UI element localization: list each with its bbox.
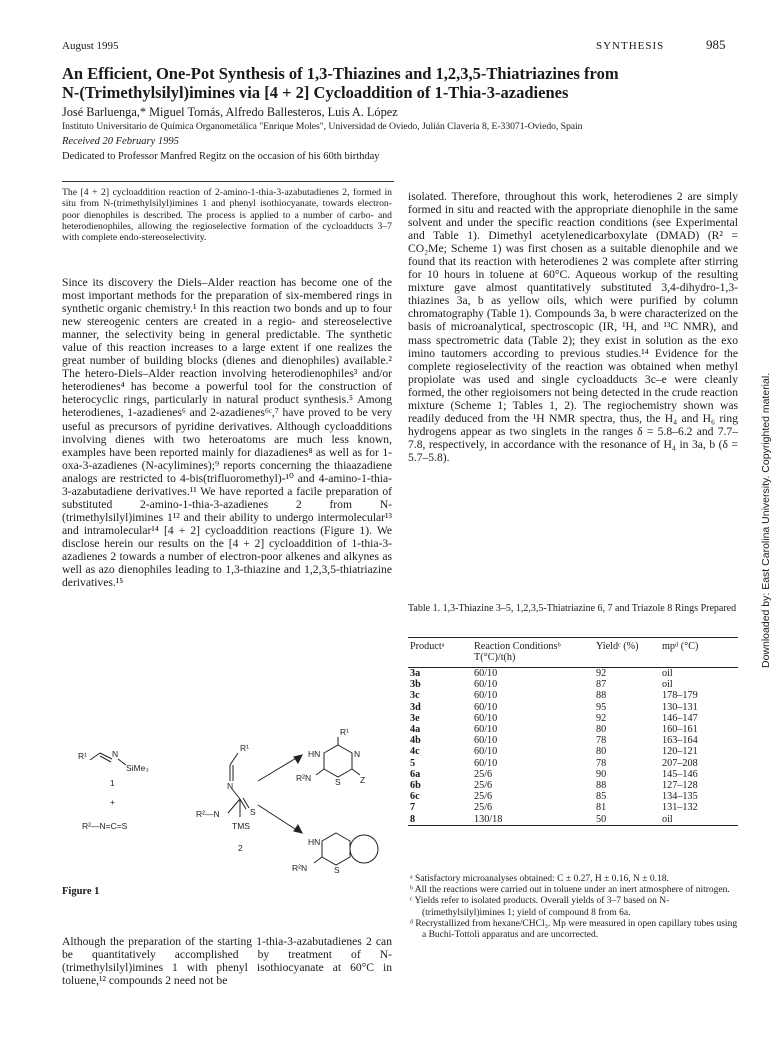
table-cell: 80 [596,724,607,736]
table-cell: 6b [410,780,421,792]
table-1-caption: Table 1. 1,3-Thiazine 3–5, 1,2,3,5-Thiatriazine 6, 7 and Triazole 8 Rings Prepared [408,603,737,614]
footnote: ᵇ All the reactions were carried out in toluene under an inert atmosphere of nitrogen. [410,885,730,896]
table-1 [408,637,738,826]
received-date: Received 20 February 1995 [62,136,179,147]
table-cell: 160–161 [662,724,698,736]
fig-isothiocyanate: R²—N=C=S [82,821,128,831]
table-row [408,735,738,746]
table-cell: 25/6 [474,802,493,814]
table-cell: 78 [596,757,607,769]
table-cell: 85 [596,791,607,803]
fig-s2: S [334,865,340,875]
table-cell: 207–208 [662,757,698,769]
table-header: Reaction Conditionsᵇ T(°C)/t(h) [474,641,561,663]
fig-hn: HN [308,749,321,759]
fig-s-mid: S [250,807,256,817]
table-cell: 60/10 [474,712,498,724]
table-cell: 178–179 [662,690,698,702]
figure-1-scheme [70,727,390,885]
title-line-1: An Efficient, One-Pot Synthesis of 1,3-Thiazines and 1,2,3,5-Thiatriazines from [62,64,619,83]
table-cell: 78 [596,735,607,747]
table-cell: 60/10 [474,679,498,691]
fig-n-imine: N [112,749,119,759]
table-row [408,758,738,769]
table-cell: 92 [596,668,607,679]
table-cell: 146–147 [662,712,698,724]
table-cell: 60/10 [474,668,498,679]
table-header-row [408,638,738,668]
table-cell: 7 [410,802,416,814]
table-cell: 8 [410,813,416,825]
body-left-paragraph-1: Since its discovery the Diels–Alder reaction has become one of the most important methods for the preparation of six-membered rings in synthetic organic chemistry.¹ In this reaction two bonds and up to four new stereogenic centers are created in a regio- and stereoselective manner, the selectivity being in general predictable. The synthetic value of this reaction increases to a large extent if one realizes the great number of building blocks (dienes and dienophiles) available.² The hetero-Diels–Alder reaction involving heterodienophiles³ and/or heterodienes⁴ has become a powerful tool for the construction of heterocyclic rings, particularly in natural product synthesis.⁵ Among heterodienes, 1-azadienes⁶ and 2-azadienes⁶ᶜ,⁷ have proved to be very useful as precursors of pyridine derivatives. Although cycloadditions involving dienes with two heteroatoms are much less known, examples have been reported mainly for diazadienes⁸ as well as for 1-oxa-3-azadienes (N-acylimines);⁹ reports concerning the thiaazadiene analogs are restricted to 4-bis(trifluoromethyl)-¹⁰ and 4-amino-1-thia-3-azabutadiene derivatives.¹¹ We have reported a facile preparation of substituted 2-amino-1-thia-3-azadienes 2 from N-(trimethylsilyl)imines 1¹² and their ability to undergo intermolecular¹³ and intramolecular¹⁴ [4 + 2] cycloaddition reactions (Figure 1). We disclose herein our results on the [4 + 2] cycloaddition of 1-thia-3-azadienes 2 towards a number of electron-poor alkenes and alkynes as well as azo dienophiles leading to 1,3-thiazine and 1,2,3,5-thiatriazine derivatives.¹⁵ [62,276,392,590]
table-cell: 60/10 [474,746,498,758]
table-row [408,724,738,735]
fig-r1-top: R¹ [340,727,349,737]
body-right-text: isolated. Therefore, throughout this work, heterodienes 2 are simply formed in situ and reacted with the appropriate dienophile in the same solvent and under the specific reaction conditions (see Experimental and Table 1). Dimethyl acetylenedicarboxylate (DMAD) (R² = CO₂Me; Scheme 1) was first chosen as a suitable dienophile and we found that its reaction with heterodienes 2 was complete after stirring for 10 hours in toluene at 60°C. Aqueous workup of the resulting mixture gave almost quantitatively substituted 3,4-dihydro-1,3-thiazines 3a, b as yellow oils, which were purified by column chromatography (Table 1). Compounds 3a, b were characterized on the basis of microanalytical, spectroscopic (IR, ¹H, and ¹³C NMR), and mass spectrometric data (Table 2); they exist in solution as the exo imino tautomers according to previous studies.¹⁴ Evidence for the complete regioselectivity of the reaction was obtained when methyl propiolate was used and single cycloadducts 3c–e were cleanly formed, the other regioisomers not being detected in the crude reaction mixture (Scheme 1; Tables 1, 2). The regiochemistry shown was readily deduced from the ¹H NMR spectra, thus, the H₄ and H₆ ring hydrogens appear as two singlets in the ranges δ = 5.8–6.2 and 7.7–7.8, respectively, in accordance with the resonance of H₄ in 3a, b (δ = 5.7–5.8). [408,190,738,464]
download-note: Downloaded by: East Carolina University. Copyrighted material. [760,372,772,668]
table-cell: 127–128 [662,780,698,792]
table-cell: 3b [410,679,421,691]
table-cell: 120–121 [662,746,698,758]
footnote: ᶜ Yields refer to isolated products. Overall yields of 3–7 based on N-(trimethylsilyl)imines 1; yield of compound 8 from 6a. [410,896,670,918]
table-cell: 60/10 [474,735,498,747]
table-row [408,702,738,713]
table-row [408,814,738,826]
table-row [408,746,738,757]
table-header: mpᵈ (°C) [662,641,699,652]
table-cell: 88 [596,690,607,702]
fig-n-mid: N [227,781,234,791]
table-cell: 130–131 [662,701,698,713]
table-row [408,791,738,802]
table-cell: 25/6 [474,791,493,803]
running-header-journal: SYNTHESIS [596,40,665,52]
table-cell: 130/18 [474,813,503,825]
table-footnotes [408,874,738,941]
footnote: ᵈ Recrystallized from hexane/CHCl₃. Mp were measured in open capillary tubes using a Buchi-Tottoli apparatus and are uncorrected. [410,918,738,941]
table-cell: 4c [410,746,420,758]
table-cell: oil [662,813,673,825]
table-cell: 95 [596,701,607,713]
table-cell: 163–164 [662,735,698,747]
body-left-paragraph-2: Although the preparation of the starting 1-thia-3-azabutadienes 2 can be quantitatively accomplished by treatment of N-(trimethylsilyl)imines 1 with phenyl isothiocyanate at 60°C in toluene,¹² compounds 2 need not be [62,935,392,988]
table-cell: 60/10 [474,757,498,769]
abstract-rule [62,181,394,182]
table-row [408,802,738,813]
page-number: 985 [706,37,726,52]
authors: José Barluenga,* Miguel Tomás, Alfredo Ballesteros, Luis A. López [62,105,398,119]
table-row [408,690,738,701]
institution: Instituto Universitario de Química Organometálica "Enrique Moles", Universidad de Oviedo, Julián Clavería 8, E-33071-Oviedo, Spain [62,121,583,132]
table-cell: 145–146 [662,768,698,780]
table-cell: 50 [596,813,607,825]
table-cell: 3d [410,701,421,713]
fig-s-ring: S [335,777,341,787]
fig-r1-left: R¹ [78,751,87,761]
fig-tms: TMS [232,821,250,831]
table-cell: 87 [596,679,607,691]
table-row [408,769,738,780]
table-cell: 81 [596,802,607,814]
table-cell: 134–135 [662,791,698,803]
title-line-2: N-(Trimethylsilyl)imines via [4 + 2] Cycloaddition of 1-Thia-3-azadienes [62,83,569,102]
table-cell: 3e [410,712,420,724]
table-header: Productᵃ [410,641,445,652]
dedication: Dedicated to Professor Manfred Regitz on the occasion of his 60th birthday [62,151,380,162]
table-cell: oil [662,679,673,691]
running-header-date: August 1995 [62,40,119,52]
table-cell: 4a [410,724,421,736]
fig-hn2: HN [308,837,321,847]
fig-r2n: R²N [296,773,312,783]
table-cell: 60/10 [474,724,498,736]
table-cell: 25/6 [474,780,493,792]
table-cell: 88 [596,780,607,792]
table-cell: 131–132 [662,802,698,814]
fig-sime3: SiMe₃ [126,763,149,773]
table-cell: 25/6 [474,768,493,780]
fig-n-ring: N [354,749,361,759]
figure-1-label: Figure 1 [62,886,100,897]
footnote: ᵃ Satisfactory microanalyses obtained: C ± 0.27, H ± 0.16, N ± 0.18. [410,874,669,884]
article-title [62,64,742,102]
table-cell: 80 [596,746,607,758]
table-cell: 92 [596,712,607,724]
fig-r1-mid: R¹ [240,743,249,753]
table-row [408,713,738,724]
table-cell: 6c [410,791,420,803]
table-row [408,679,738,690]
fig-r2n2: R²N [292,863,308,873]
table-cell: 6a [410,768,421,780]
table-cell: 3a [410,668,421,679]
fig-z: Z [360,775,366,785]
table-cell: 60/10 [474,690,498,702]
table-cell: 90 [596,768,607,780]
fig-r2-mid: R²—N [196,809,220,819]
fig-compound-1: 1 [110,778,115,788]
abstract: The [4 + 2] cycloaddition reaction of 2-amino-1-thia-3-azabutadienes 2, formed in situ from N-(trimethylsilyl)imines 1 and phenyl isothiocyanate, towards electron-poor dienophiles is described. The process is applied to a number of carbo- and heterodienophiles, allowing the regioselective formation of the cycloadducts 3–7 with complete endo-stereoselectivity. [62,187,392,244]
fig-compound-2: 2 [238,843,243,853]
table-cell: 60/10 [474,701,498,713]
fig-plus: + [110,797,115,807]
table-cell: 3c [410,690,420,702]
table-row [408,668,738,680]
table-row [408,780,738,791]
table-cell: oil [662,668,673,679]
table-header: Yieldᶜ (%) [596,641,639,652]
table-cell: 5 [410,757,416,769]
table-cell: 4b [410,735,421,747]
